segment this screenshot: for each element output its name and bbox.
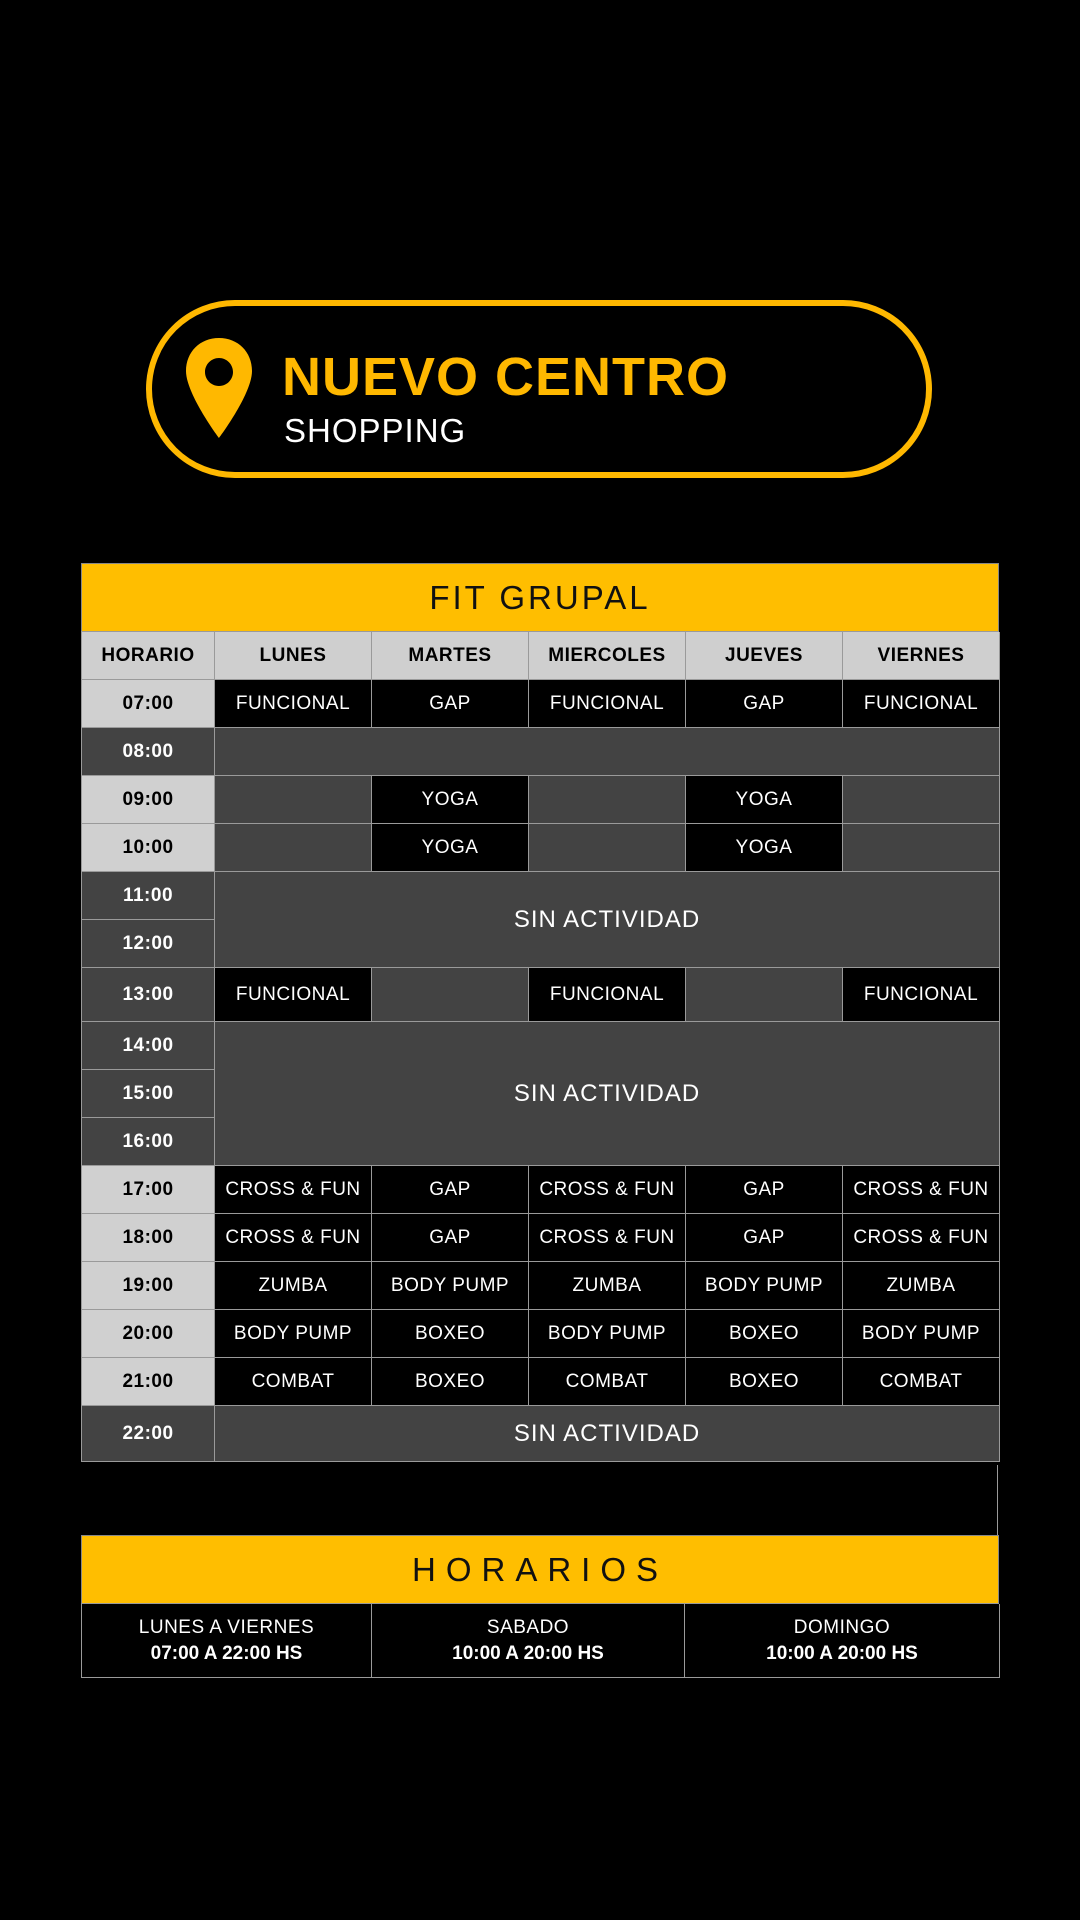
empty-cell xyxy=(529,776,686,824)
map-pin-icon xyxy=(184,336,254,440)
header-lunes: LUNES xyxy=(215,632,372,680)
class-cell: ZUMBA xyxy=(529,1262,686,1310)
class-cell: CROSS & FUN xyxy=(843,1214,1000,1262)
time-cell: 09:00 xyxy=(82,776,215,824)
time-cell: 18:00 xyxy=(82,1214,215,1262)
class-cell: GAP xyxy=(372,1214,529,1262)
empty-block xyxy=(215,728,1000,776)
class-cell: FUNCIONAL xyxy=(843,968,1000,1022)
class-cell: BOXEO xyxy=(372,1310,529,1358)
class-cell: FUNCIONAL xyxy=(529,968,686,1022)
time-cell: 14:00 xyxy=(82,1022,215,1070)
class-cell: YOGA xyxy=(372,776,529,824)
class-cell: GAP xyxy=(372,1166,529,1214)
empty-cell xyxy=(215,776,372,824)
hours-days: LUNES A VIERNES xyxy=(138,1616,315,1638)
class-cell: GAP xyxy=(686,1214,843,1262)
time-cell: 10:00 xyxy=(82,824,215,872)
class-cell: BODY PUMP xyxy=(843,1310,1000,1358)
time-cell: 17:00 xyxy=(82,1166,215,1214)
schedule-title: FIT GRUPAL xyxy=(81,563,999,631)
header-viernes: VIERNES xyxy=(843,632,1000,680)
location-subtitle: SHOPPING xyxy=(284,412,467,449)
empty-cell xyxy=(843,824,1000,872)
class-cell: BOXEO xyxy=(372,1358,529,1406)
time-cell: 15:00 xyxy=(82,1070,215,1118)
class-cell: COMBAT xyxy=(215,1358,372,1406)
time-cell: 08:00 xyxy=(82,728,215,776)
class-cell: BODY PUMP xyxy=(529,1310,686,1358)
class-cell: ZUMBA xyxy=(843,1262,1000,1310)
class-cell: CROSS & FUN xyxy=(529,1214,686,1262)
time-cell: 20:00 xyxy=(82,1310,215,1358)
empty-cell xyxy=(215,824,372,872)
time-cell: 19:00 xyxy=(82,1262,215,1310)
no-activity-block: SIN ACTIVIDAD xyxy=(215,1406,1000,1462)
hours-cell xyxy=(685,1604,1000,1678)
class-cell: GAP xyxy=(686,1166,843,1214)
class-cell: CROSS & FUN xyxy=(215,1214,372,1262)
opening-hours xyxy=(81,1535,999,1678)
schedule-grid xyxy=(81,631,999,1462)
class-cell: COMBAT xyxy=(843,1358,1000,1406)
hours-row xyxy=(81,1603,999,1678)
divider-line xyxy=(997,1465,998,1535)
class-cell: CROSS & FUN xyxy=(529,1166,686,1214)
class-cell: BODY PUMP xyxy=(215,1310,372,1358)
class-cell: GAP xyxy=(372,680,529,728)
hours-title: HORARIOS xyxy=(81,1535,999,1603)
no-activity-block: SIN ACTIVIDAD xyxy=(215,1022,1000,1166)
header-miercoles: MIERCOLES xyxy=(529,632,686,680)
class-cell: YOGA xyxy=(372,824,529,872)
empty-cell xyxy=(372,968,529,1022)
time-cell: 16:00 xyxy=(82,1118,215,1166)
class-cell: BOXEO xyxy=(686,1358,843,1406)
class-cell: YOGA xyxy=(686,824,843,872)
class-cell: ZUMBA xyxy=(215,1262,372,1310)
location-title: NUEVO CENTRO xyxy=(282,347,730,407)
hours-cell xyxy=(372,1604,685,1678)
empty-cell xyxy=(843,776,1000,824)
class-schedule xyxy=(81,563,999,1462)
header-horario: HORARIO xyxy=(82,632,215,680)
class-cell: CROSS & FUN xyxy=(843,1166,1000,1214)
class-cell: FUNCIONAL xyxy=(215,968,372,1022)
class-cell: YOGA xyxy=(686,776,843,824)
empty-cell xyxy=(529,824,686,872)
time-cell: 12:00 xyxy=(82,920,215,968)
class-cell: GAP xyxy=(686,680,843,728)
empty-cell xyxy=(686,968,843,1022)
class-cell: FUNCIONAL xyxy=(215,680,372,728)
class-cell: CROSS & FUN xyxy=(215,1166,372,1214)
hours-range: 10:00 A 20:00 HS xyxy=(452,1642,604,1664)
time-cell: 11:00 xyxy=(82,872,215,920)
time-cell: 21:00 xyxy=(82,1358,215,1406)
time-cell: 22:00 xyxy=(82,1406,215,1462)
time-cell: 07:00 xyxy=(82,680,215,728)
location-badge xyxy=(146,300,932,478)
hours-range: 10:00 A 20:00 HS xyxy=(766,1642,918,1664)
class-cell: FUNCIONAL xyxy=(843,680,1000,728)
header-martes: MARTES xyxy=(372,632,529,680)
class-cell: COMBAT xyxy=(529,1358,686,1406)
hours-days: DOMINGO xyxy=(793,1616,891,1638)
class-cell: BODY PUMP xyxy=(372,1262,529,1310)
hours-days: SABADO xyxy=(486,1616,570,1638)
time-cell: 13:00 xyxy=(82,968,215,1022)
class-cell: BOXEO xyxy=(686,1310,843,1358)
no-activity-block: SIN ACTIVIDAD xyxy=(215,872,1000,968)
hours-cell xyxy=(82,1604,372,1678)
header-jueves: JUEVES xyxy=(686,632,843,680)
class-cell: BODY PUMP xyxy=(686,1262,843,1310)
hours-range: 07:00 A 22:00 HS xyxy=(150,1642,303,1664)
class-cell: FUNCIONAL xyxy=(529,680,686,728)
